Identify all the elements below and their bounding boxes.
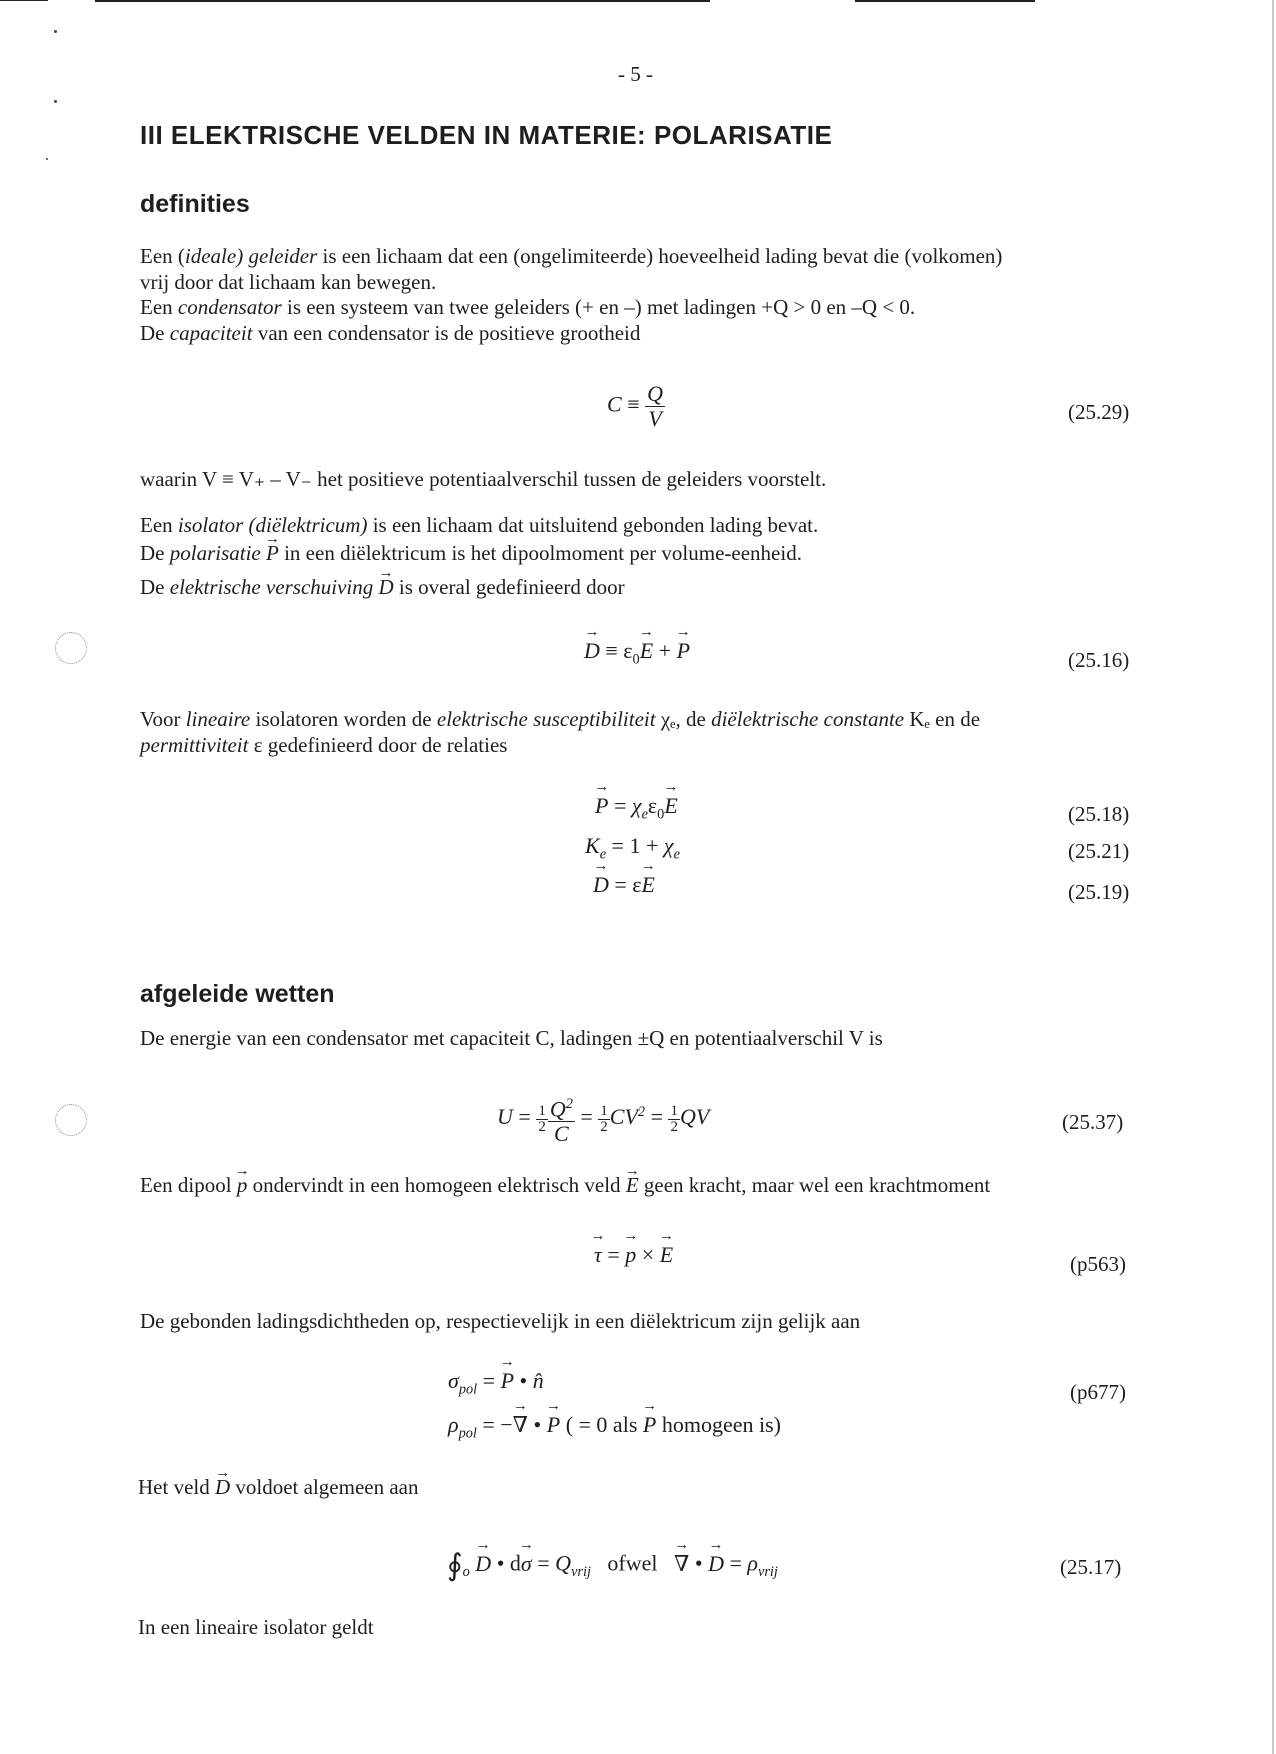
scan-top-rule-right xyxy=(855,0,1035,2)
section-heading-afgeleide-wetten: afgeleide wetten xyxy=(140,980,335,1008)
paragraph-lineaire-isolator: In een lineaire isolator geldt xyxy=(138,1615,374,1639)
punch-hole xyxy=(55,632,87,664)
equation-dielektrische-constante: $K_e = 1 + \chi_e$ xyxy=(585,833,680,863)
paragraph-gebonden: De gebonden ladingsdichtheden op, respectievelijk in een diëlektricum zijn gelijk aan xyxy=(140,1309,861,1333)
equation-polarisatie-lineair: → $P = \chi_e\varepsilon_0\to E$ xyxy=(595,793,678,823)
equation-rho-pol: $\rho_{pol}$ = −→ ∇ • → P ( = 0 als → P homogeen is) xyxy=(448,1412,781,1442)
paragraph-geleider: Een (ideale) geleider is een lichaam dat een (ongelimiteerde) hoeveelheid lading bevat die (volkomen) vrij door dat lichaam kan bewegen. xyxy=(140,244,1003,294)
paragraph-polarisatie: De polarisatie → P in een diëlektricum is het dipoolmoment per volume-eenheid. xyxy=(140,540,802,566)
equation-number: (25.17) xyxy=(1060,1555,1122,1579)
equation-number: (25.18) xyxy=(1068,802,1130,826)
paragraph-capaciteit: De capaciteit van een condensator is de positieve grootheid xyxy=(140,321,641,345)
scan-speck xyxy=(54,30,57,33)
scan-speck xyxy=(46,158,48,160)
paragraph-energie: De energie van een condensator met capaciteit C, ladingen ±Q en potentiaalverschil V is xyxy=(140,1026,883,1050)
equation-capaciteit: C ≡ $\frac{Q}{V}$ xyxy=(607,381,663,431)
equation-number: (25.21) xyxy=(1068,839,1130,863)
scan-top-rule-center xyxy=(95,0,710,2)
scan-right-edge xyxy=(1272,0,1274,1754)
equation-gauss-dielektricum: $∮_o \to D$ • $d\to \sigma = Q_{vrij}$ ofwel → ∇ • → $D = \rho_{vrij}$ xyxy=(447,1548,778,1583)
equation-D-epsilon-E: → D = ε→ E xyxy=(593,872,655,898)
equation-energie: U = $\frac{1}{2}$ $\frac{Q^2}{C}$ = $\frac{1}{2}$ $CV^2$ = $\frac{1}{2}$ QV xyxy=(497,1092,709,1146)
paragraph-waarin: waarin V ≡ V₊ – V₋ het positieve potentiaalverschil tussen de geleiders voorstelt. xyxy=(140,467,827,491)
paragraph-condensator: Een condensator is een systeem van twee geleiders (+ en –) met ladingen +Q > 0 en –Q < 0. xyxy=(140,295,916,319)
scan-speck xyxy=(54,100,57,103)
paragraph-verschuiving: De elektrische verschuiving → D is overal gedefinieerd door xyxy=(140,574,625,600)
paragraph-veld-D: Het veld → D voldoet algemeen aan xyxy=(138,1474,419,1500)
scan-top-rule-left xyxy=(0,0,48,1)
paragraph-isolator: Een isolator (diëlektricum) is een lichaam dat uitsluitend gebonden lading bevat. xyxy=(140,513,819,537)
page-number: - 5 - xyxy=(618,62,653,86)
equation-sigma-pol: $\sigma_{pol}$ = → P • n̂ xyxy=(448,1368,544,1398)
equation-krachtmoment: → τ = → p × → E xyxy=(594,1242,673,1268)
equation-number: (25.37) xyxy=(1062,1110,1124,1134)
equation-number: (p563) xyxy=(1070,1252,1126,1276)
punch-hole xyxy=(55,1104,87,1136)
equation-verschuiving: → $D \equiv \varepsilon_0\to E$ + → P xyxy=(584,638,690,668)
equation-number: (p677) xyxy=(1070,1380,1126,1404)
equation-number: (25.29) xyxy=(1068,400,1130,424)
paragraph-dipool: Een dipool → p ondervindt in een homogeen elektrisch veld → E geen kracht, maar wel een krachtmoment xyxy=(140,1172,990,1198)
equation-number: (25.19) xyxy=(1068,880,1130,904)
section-heading-definities: definities xyxy=(140,190,250,218)
equation-number: (25.16) xyxy=(1068,648,1130,672)
page-title: III ELEKTRISCHE VELDEN IN MATERIE: POLARISATIE xyxy=(140,120,833,150)
paragraph-lineaire: Voor lineaire isolatoren worden de elektrische susceptibiliteit χₑ, de diëlektrische constante Kₑ en de permittiviteit ε gedefinieerd door de relaties xyxy=(140,707,981,757)
